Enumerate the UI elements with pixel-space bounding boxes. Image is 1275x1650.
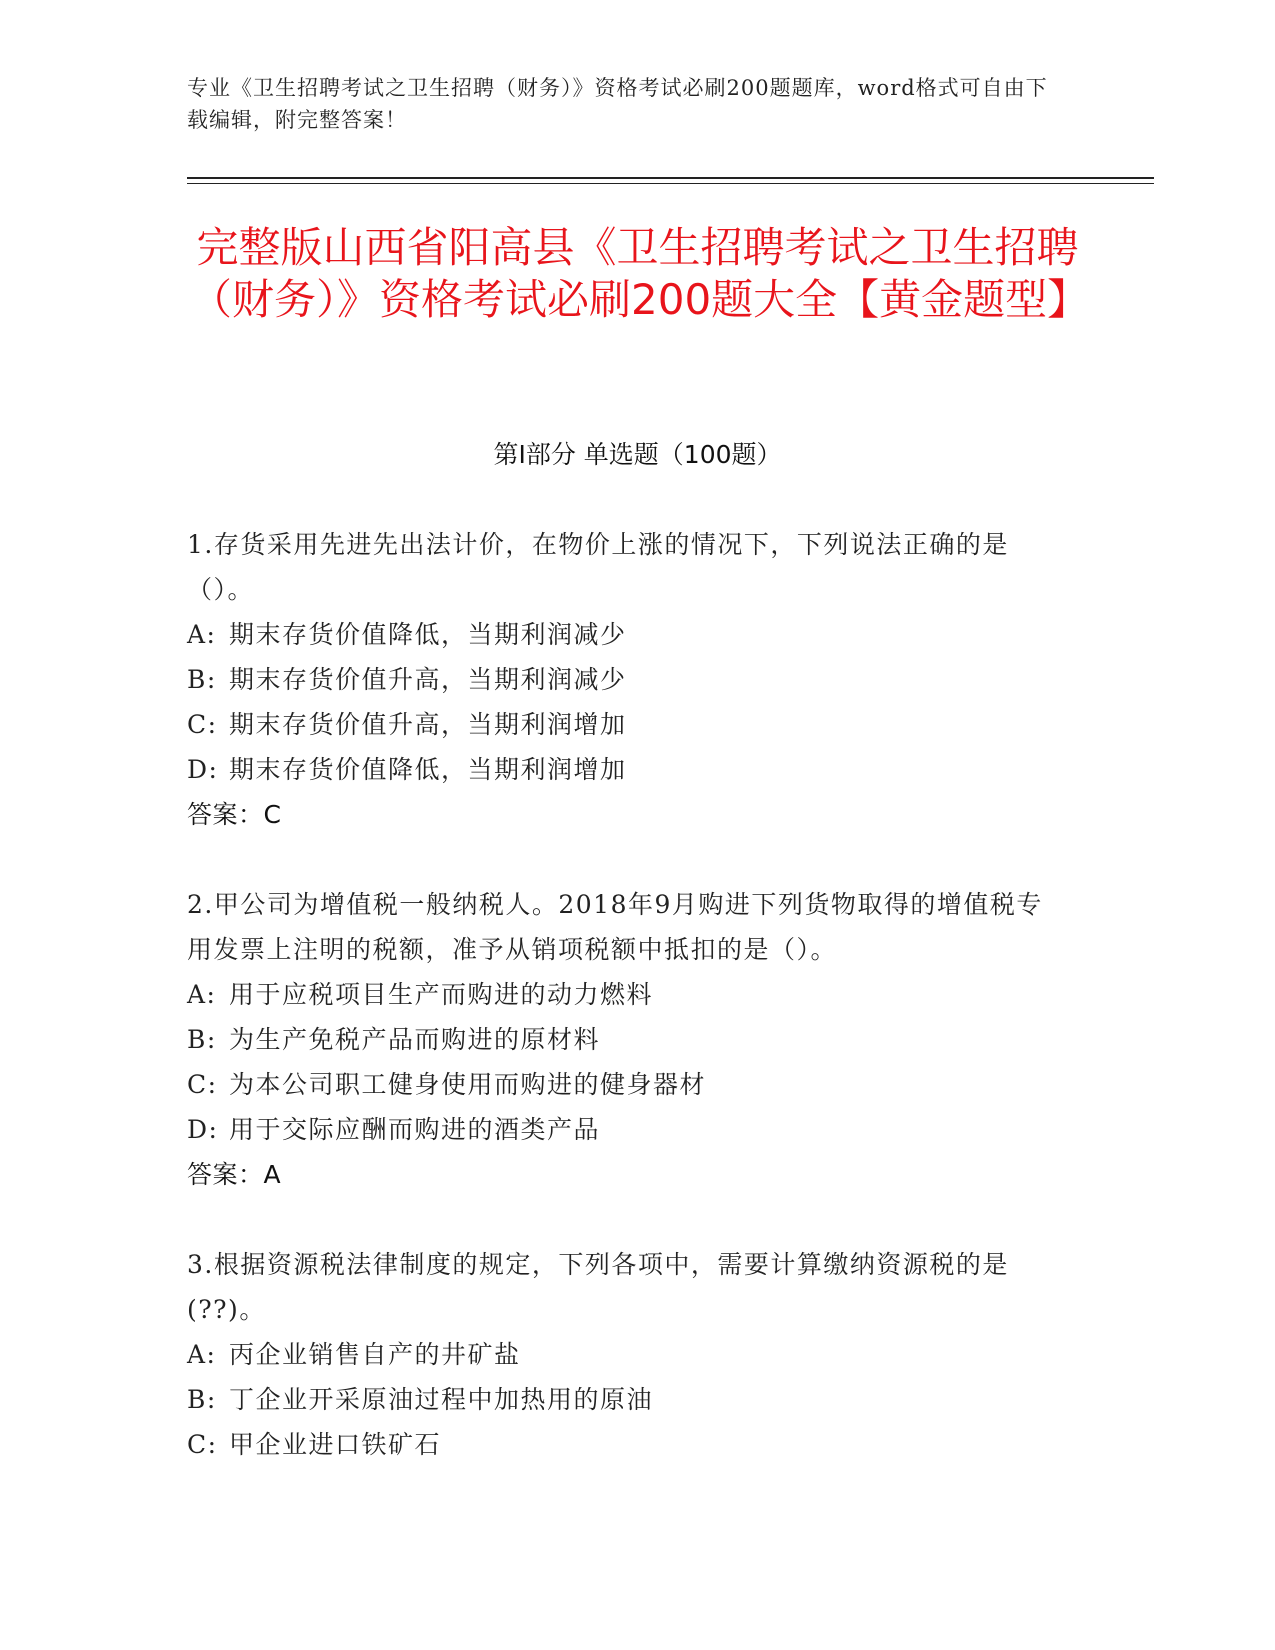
section-title: 第Ⅰ部分 单选题（100题）	[493, 440, 782, 469]
option-c	[187, 1062, 1067, 1107]
option-key: D:	[187, 1115, 219, 1144]
option-d	[187, 747, 1067, 792]
option-key: B:	[187, 665, 217, 694]
option-text: 期末存货价值升高，当期利润增加	[229, 710, 627, 739]
question-stem: 3.根据资源税法律制度的规定，下列各项中，需要计算缴纳资源税的是(??)。	[187, 1250, 1009, 1324]
option-text: 用于交际应酬而购进的酒类产品	[229, 1115, 601, 1144]
question-3	[187, 1242, 1067, 1467]
answer-line: 答案：C	[187, 800, 282, 829]
option-b	[187, 1017, 1067, 1062]
question-2	[187, 882, 1067, 1197]
option-text: 期末存货价值降低，当期利润增加	[229, 755, 627, 784]
header-note: 专业《卫生招聘考试之卫生招聘（财务）》资格考试必刷200题题库，word格式可自由下载编辑，附完整答案！	[187, 76, 1048, 132]
option-key: A:	[187, 620, 217, 649]
option-text: 丁企业开采原油过程中加热用的原油	[229, 1385, 654, 1414]
option-d	[187, 1107, 1067, 1152]
option-b	[187, 657, 1067, 702]
option-key: D:	[187, 755, 219, 784]
option-text: 期末存货价值升高，当期利润减少	[229, 665, 627, 694]
option-text: 为生产免税产品而购进的原材料	[229, 1025, 601, 1054]
option-key: C:	[187, 1070, 218, 1099]
option-key: B:	[187, 1025, 217, 1054]
option-text: 丙企业销售自产的井矿盐	[229, 1340, 521, 1369]
header-divider-thin	[187, 183, 1154, 184]
question-1	[187, 522, 1067, 837]
option-c	[187, 1422, 1067, 1467]
option-text: 甲企业进口铁矿石	[229, 1430, 442, 1459]
option-b	[187, 1377, 1067, 1422]
option-text: 为本公司职工健身使用而购进的健身器材	[229, 1070, 707, 1099]
document-title: 完整版山西省阳高县《卫生招聘考试之卫生招聘（财务）》资格考试必刷200题大全【黄金题型】	[190, 223, 1090, 324]
question-stem: 1.存货采用先进先出法计价，在物价上涨的情况下，下列说法正确的是（）。	[187, 530, 1009, 604]
option-key: A:	[187, 980, 217, 1009]
option-key: A:	[187, 1340, 217, 1369]
option-text: 期末存货价值降低，当期利润减少	[229, 620, 627, 649]
option-text: 用于应税项目生产而购进的动力燃料	[229, 980, 654, 1009]
option-key: B:	[187, 1385, 217, 1414]
header-divider-thick	[187, 177, 1154, 179]
question-stem: 2.甲公司为增值税一般纳税人。2018年9月购进下列货物取得的增值税专用发票上注明的税额，准予从销项税额中抵扣的是（）。	[187, 890, 1043, 964]
option-a	[187, 972, 1067, 1017]
option-key: C:	[187, 1430, 218, 1459]
option-a	[187, 1332, 1067, 1377]
option-c	[187, 702, 1067, 747]
answer-line: 答案：A	[187, 1160, 282, 1189]
option-key: C:	[187, 710, 218, 739]
option-a	[187, 612, 1067, 657]
